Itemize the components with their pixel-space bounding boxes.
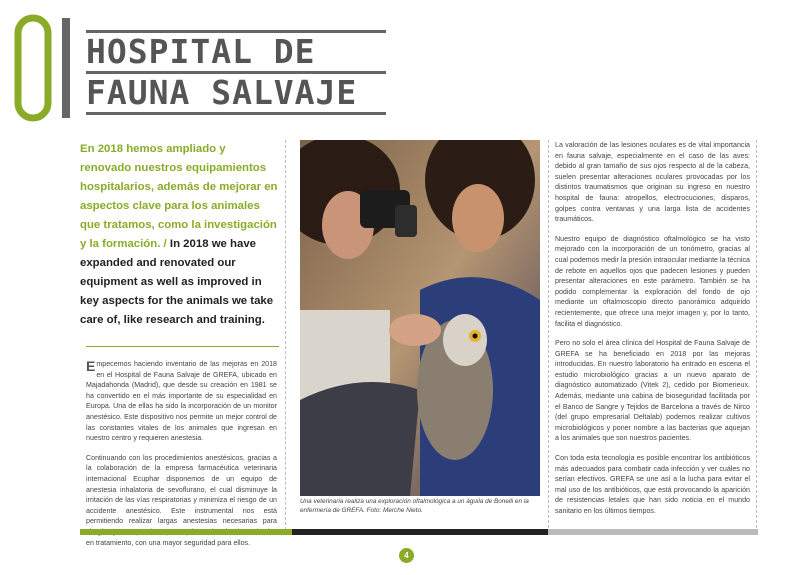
right-paragraph-3: Pero no solo el área clínica del Hospital de Fauna Salvaje de GREFA se ha beneficiado en 2018 por las mejoras introducidas. En nuestro laboratorio ha entrado en escena el estudio microbiológico gracias a un nuevo aparato de diagnóstico automatizado (Vitek 2), cedido por Biomerieux. Además, mediante una cabina de bioseguridad facilitada por el Banco de Sangre y Tejidos de Barcelona a través de Nirco (del grupo empresarial Deltalab) podemos realizar cultivos microbiológicos y poner nombre a las bacterias que aquejan a los animales que son nuestros pacientes. — [555, 339, 750, 443]
footer-bar-green — [80, 529, 292, 535]
left-paragraph-2: Continuando con los procedimientos anestésicos, gracias a la colaboración de la empresa farmacéutica veterinaria internacional Ecuphar disponemos de un equipo de anestesia inhalatoria de sevoflurano, el cual disminuye la irritación de las vías respiratorias y minimiza el riesgo de un accidente anestésico. Este instrumental nos está permitiendo realizar largas anestesias necesarias para en tratamiento, con una mayor seguridad para ellos. — [86, 453, 277, 547]
intro-paragraph — [80, 140, 279, 330]
right-paragraph-2: Nuestro equipo de diagnóstico oftalmológico se ha visto mejorado con la incorporación de un tonómetro, gracias al cual podemos medir la presión intraocular mediante la técnica de rebote en aquellos ojos que padecen lesiones y pueden presentar alteraciones en este parámetro. También se ha podido complementar la exploración del fondo de ojo mediante un oftalmoscopio directo panorámico adquirido recientemente, que ofrece una mejor imagen y, por lo tanto, facilita el diagnóstico. — [555, 234, 750, 328]
left-paragraph-1: mpecemos haciendo inventario de las mejoras en 2018 en el Hospital de Fauna Salvaje de GREFA, ubicado en Majadahonda (Madrid), que desde su creación en 1981 se ha convertido en el más importante de su especialidad en Europa. Una de ellas ha sido la incorporación de un monitor anestésico. Este dispositivo nos permite un mejor control de las constantes vitales de los animales que ingresan en nuestro centro y requieren anestesia. — [86, 360, 277, 443]
right-paragraph-4: Con toda esta tecnología es posible encontrar los antibióticos más adecuados para combatir cada infección y ver cuáles no serían efectivos. GREFA se une así a la lucha para evitar el mal uso de los antibióticos, que está provocando la aparición de resistencias letales que han sido noticia en el mundo sanitario en los últimos tiempos. — [555, 454, 750, 515]
section-number — [14, 4, 84, 122]
left-column — [80, 140, 286, 547]
left-body — [86, 359, 277, 548]
title-line-2: FAUNA SALVAJE — [86, 73, 358, 112]
divider — [86, 346, 279, 347]
page-number: 4 — [399, 548, 414, 563]
photo-illustration — [300, 140, 540, 496]
veterinary-photo — [300, 140, 540, 496]
intro-english: In 2018 we have expanded and renovated our equipment as well as improved in key aspects for the animals we take care of, like research and training. — [80, 238, 274, 326]
photo-caption: Una veterinaria realiza una exploración oftalmológica a un águila de Bonelli en la enfermería de GREFA. Foto: Merche Nieto. — [300, 498, 529, 514]
page-title — [86, 30, 386, 115]
footer-bar-black — [292, 529, 548, 535]
right-body — [555, 140, 750, 517]
intro-spanish: En 2018 hemos ampliado y renovado nuestros equipamientos hospitalarios, además de mejorar en aspectos clave para los animales que tratamos, como la investigación y la formación. / — [80, 143, 278, 250]
footer-bar-gray — [548, 529, 758, 535]
drop-cap: E — [86, 358, 96, 374]
right-paragraph-1: La valoración de las lesiones oculares es de vital importancia en fauna salvaje, especialmente en el caso de las aves: debido al gran tamaño de sus ojos respecto al de la cabeza, suelen presentar alteraciones oculares provocadas por los distintos traumatismos que originan su ingreso en nuestro hospital de fauna: atropellos, electrocuciones, disparos, golpes contra ventanas y una larga lista de accidentes traumáticos. — [555, 141, 750, 224]
title-line-1: HOSPITAL DE — [86, 32, 316, 71]
section-number-text: 01 — [14, 4, 16, 5]
right-column — [548, 140, 757, 528]
